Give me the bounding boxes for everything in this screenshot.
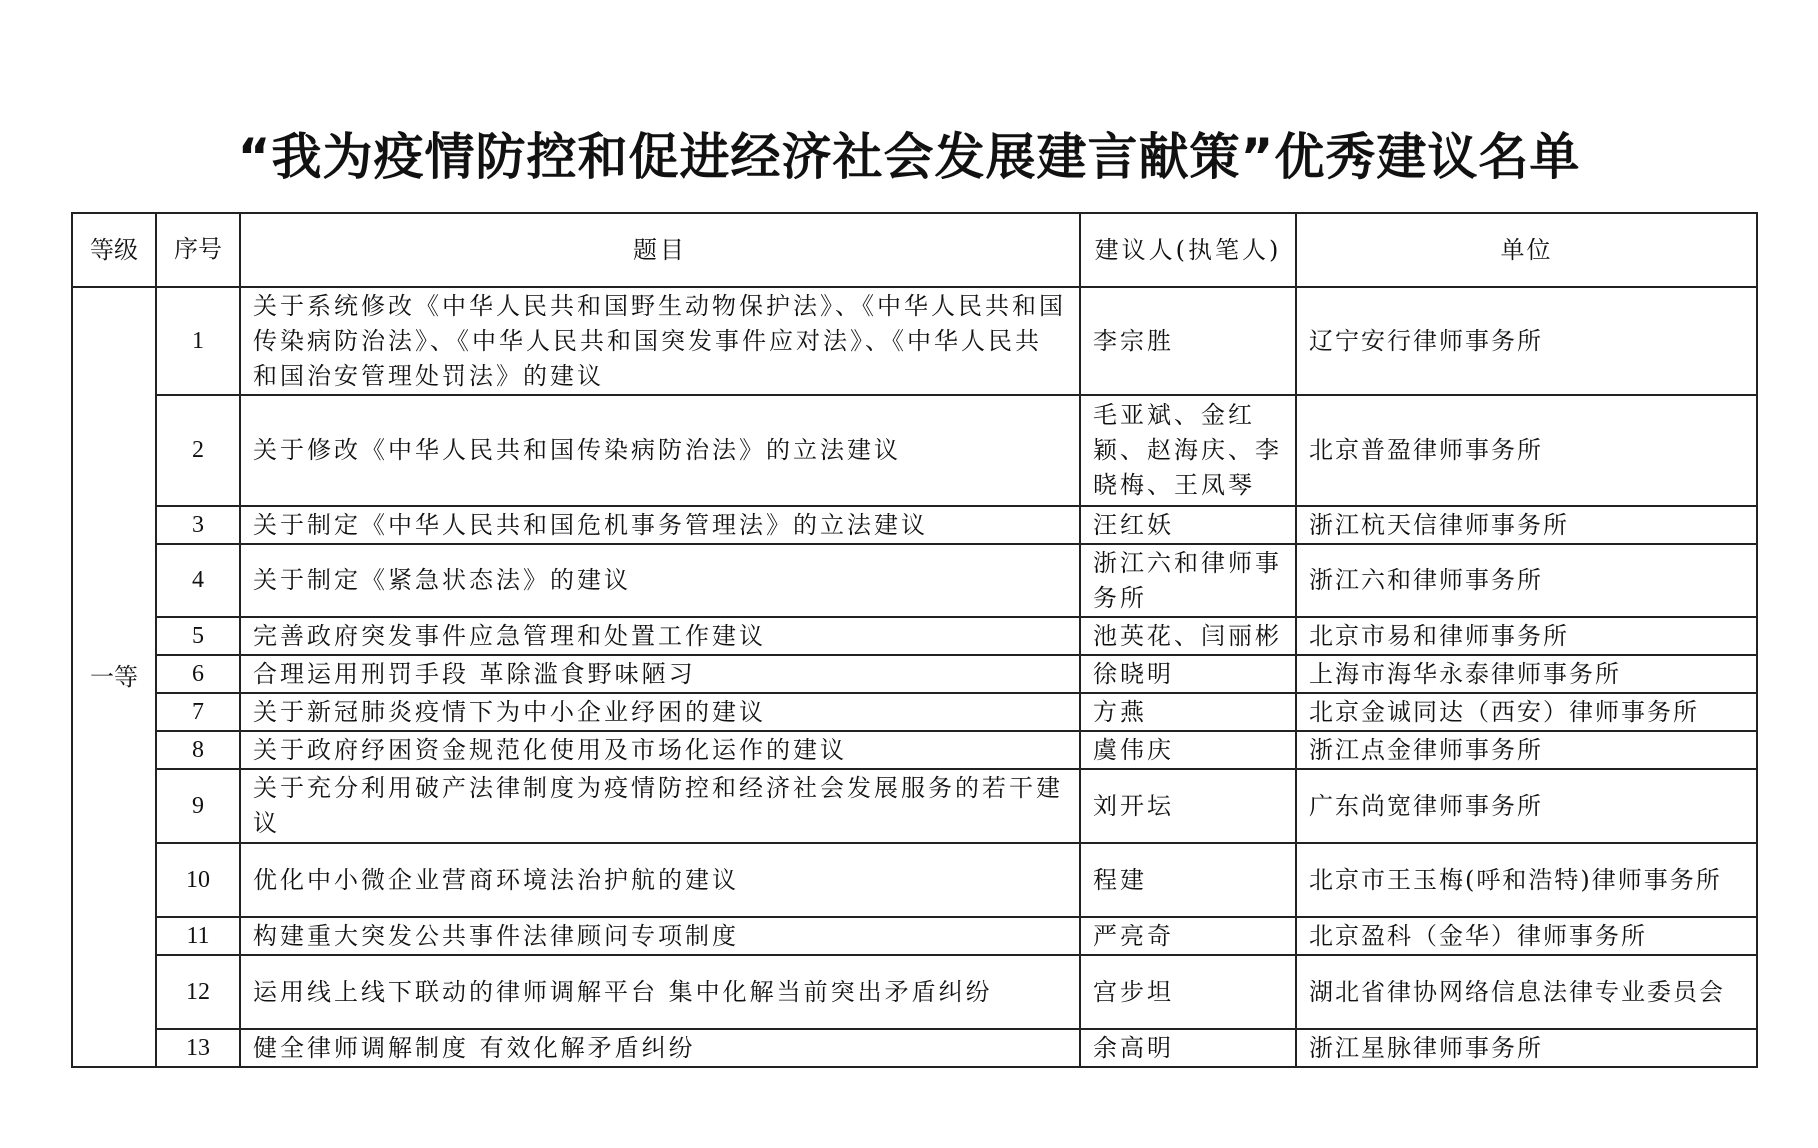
row-no: 11 (156, 917, 240, 955)
row-author: 徐晓明 (1080, 655, 1296, 693)
row-author: 余高明 (1080, 1029, 1296, 1067)
table-row (72, 544, 1757, 617)
row-unit: 浙江点金律师事务所 (1296, 731, 1757, 769)
table-row (72, 769, 1757, 843)
row-topic: 优化中小微企业营商环境法治护航的建议 (240, 843, 1080, 917)
row-topic: 关于修改《中华人民共和国传染病防治法》的立法建议 (240, 395, 1080, 506)
row-unit: 浙江杭天信律师事务所 (1296, 506, 1757, 544)
row-no: 2 (156, 395, 240, 506)
row-unit: 浙江星脉律师事务所 (1296, 1029, 1757, 1067)
row-topic: 运用线上线下联动的律师调解平台 集中化解当前突出矛盾纠纷 (240, 955, 1080, 1029)
row-unit: 北京市易和律师事务所 (1296, 617, 1757, 655)
row-topic: 合理运用刑罚手段 革除滥食野味陋习 (240, 655, 1080, 693)
table-row (72, 655, 1757, 693)
row-author: 严亮奇 (1080, 917, 1296, 955)
header-topic: 题目 (240, 213, 1080, 287)
row-unit: 北京市王玉梅(呼和浩特)律师事务所 (1296, 843, 1757, 917)
table-row (72, 731, 1757, 769)
table-row (72, 617, 1757, 655)
row-unit: 上海市海华永泰律师事务所 (1296, 655, 1757, 693)
row-topic: 关于制定《中华人民共和国危机事务管理法》的立法建议 (240, 506, 1080, 544)
row-author: 毛亚斌、金红颖、赵海庆、李晓梅、王凤琴 (1080, 395, 1296, 506)
table-row (72, 917, 1757, 955)
row-author: 汪红妖 (1080, 506, 1296, 544)
row-no: 4 (156, 544, 240, 617)
table-row (72, 1029, 1757, 1067)
row-no: 5 (156, 617, 240, 655)
row-topic: 关于政府纾困资金规范化使用及市场化运作的建议 (240, 731, 1080, 769)
row-no: 13 (156, 1029, 240, 1067)
table-row (72, 395, 1757, 506)
table-header-row (72, 213, 1757, 287)
header-no: 序号 (156, 213, 240, 287)
row-topic: 关于系统修改《中华人民共和国野生动物保护法》、《中华人民共和国传染病防治法》、《中华人民共和国突发事件应对法》、《中华人民共和国治安管理处罚法》的建议 (240, 287, 1080, 395)
row-topic: 关于制定《紧急状态法》的建议 (240, 544, 1080, 617)
row-no: 8 (156, 731, 240, 769)
page-title: “我为疫情防控和促进经济社会发展建言献策”优秀建议名单 (237, 128, 1581, 186)
row-no: 9 (156, 769, 240, 843)
row-no: 6 (156, 655, 240, 693)
table-row (72, 287, 1757, 395)
table-row (72, 955, 1757, 1029)
header-level: 等级 (72, 213, 156, 287)
row-topic: 关于新冠肺炎疫情下为中小企业纾困的建议 (240, 693, 1080, 731)
row-author: 宫步坦 (1080, 955, 1296, 1029)
header-author: 建议人(执笔人) (1080, 213, 1296, 287)
level-cell: 一等 (72, 287, 156, 1067)
recommendation-table (71, 212, 1758, 1068)
row-topic: 关于充分利用破产法律制度为疫情防控和经济社会发展服务的若干建议 (240, 769, 1080, 843)
row-topic: 健全律师调解制度 有效化解矛盾纠纷 (240, 1029, 1080, 1067)
header-unit: 单位 (1296, 213, 1757, 287)
row-author: 方燕 (1080, 693, 1296, 731)
table-row (72, 843, 1757, 917)
row-author: 池英花、闫丽彬 (1080, 617, 1296, 655)
row-no: 3 (156, 506, 240, 544)
row-author: 浙江六和律师事务所 (1080, 544, 1296, 617)
row-author: 程建 (1080, 843, 1296, 917)
row-topic: 完善政府突发事件应急管理和处置工作建议 (240, 617, 1080, 655)
row-author: 李宗胜 (1080, 287, 1296, 395)
row-unit: 辽宁安行律师事务所 (1296, 287, 1757, 395)
row-unit: 北京盈科（金华）律师事务所 (1296, 917, 1757, 955)
table-row (72, 693, 1757, 731)
row-unit: 湖北省律协网络信息法律专业委员会 (1296, 955, 1757, 1029)
row-unit: 浙江六和律师事务所 (1296, 544, 1757, 617)
row-unit: 北京普盈律师事务所 (1296, 395, 1757, 506)
row-unit: 北京金诚同达（西安）律师事务所 (1296, 693, 1757, 731)
row-author: 虞伟庆 (1080, 731, 1296, 769)
row-no: 12 (156, 955, 240, 1029)
row-no: 1 (156, 287, 240, 395)
row-author: 刘开坛 (1080, 769, 1296, 843)
row-topic: 构建重大突发公共事件法律顾问专项制度 (240, 917, 1080, 955)
row-no: 10 (156, 843, 240, 917)
row-unit: 广东尚宽律师事务所 (1296, 769, 1757, 843)
table-row (72, 506, 1757, 544)
row-no: 7 (156, 693, 240, 731)
